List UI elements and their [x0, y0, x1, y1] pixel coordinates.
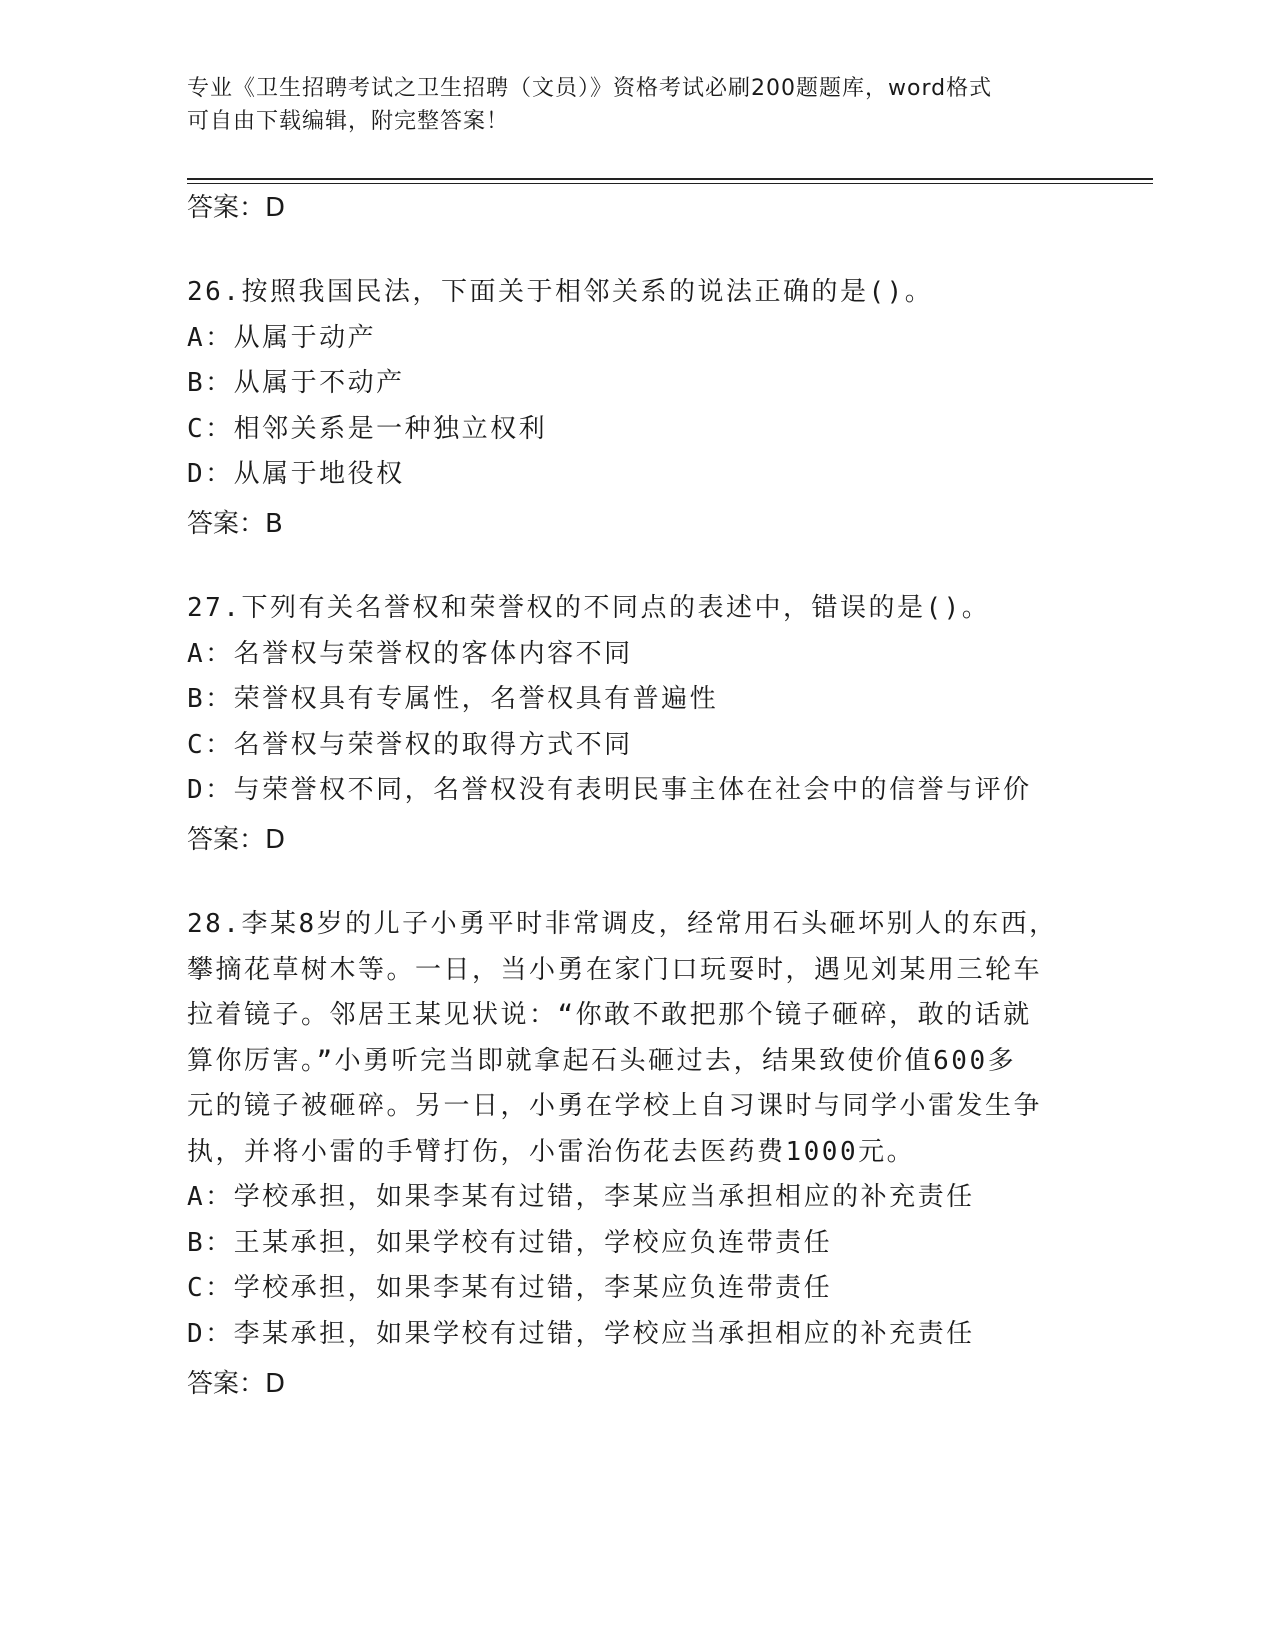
answer-27: 答案：D: [187, 825, 286, 855]
header-rule-thick: [187, 178, 1153, 180]
question-26: [187, 270, 1067, 498]
option-c: C：学校承担，如果李某有过错，李某应负连带责任: [187, 1273, 833, 1303]
header-line-1: 专业《卫生招聘考试之卫生招聘（文员）》资格考试必刷200题题库，word格式: [187, 76, 993, 101]
option-a: A：从属于动产: [187, 322, 377, 353]
document-header: [187, 72, 1067, 138]
question-stem: 26.按照我国民法，下面关于相邻关系的说法正确的是()。: [187, 277, 934, 307]
option-b: B：从属于不动产: [187, 368, 405, 398]
option-b: B：荣誉权具有专属性，名誉权具有普遍性: [187, 684, 719, 714]
question-stem-line: 元的镜子被砸碎。另一日，小勇在学校上自习课时与同学小雷发生争: [187, 1091, 1043, 1121]
previous-answer: 答案：D: [187, 193, 286, 223]
option-a: A：学校承担，如果李某有过错，李某应当承担相应的补充责任: [187, 1182, 975, 1212]
option-d: D：与荣誉权不同，名誉权没有表明民事主体在社会中的信誉与评价: [187, 775, 1032, 805]
question-stem-line: 执，并将小雷的手臂打伤，小雷治伤花去医药费1000元。: [187, 1136, 916, 1167]
option-d: D：从属于地役权: [187, 459, 405, 489]
option-d: D：李某承担，如果学校有过错，学校应当承担相应的补充责任: [187, 1318, 975, 1349]
question-stem-line: 拉着镜子。邻居王某见状说：“你敢不敢把那个镜子砸碎，敢的话就: [187, 1000, 1032, 1030]
option-b: B：王某承担，如果学校有过错，学校应负连带责任: [187, 1227, 833, 1258]
answer-28: 答案：D: [187, 1369, 286, 1399]
question-stem-line: 28.李某8岁的儿子小勇平时非常调皮，经常用石头砸坏别人的东西，: [187, 909, 1058, 939]
option-c: C：相邻关系是一种独立权利: [187, 413, 548, 444]
answer-26: 答案：B: [187, 509, 283, 539]
option-c: C：名誉权与荣誉权的取得方式不同: [187, 729, 633, 760]
option-a: A：名誉权与荣誉权的客体内容不同: [187, 638, 633, 669]
question-stem-line: 攀摘花草树木等。一日，当小勇在家门口玩耍时，遇见刘某用三轮车: [187, 954, 1043, 985]
question-stem-line: 算你厉害。”小勇听完当即就拿起石头砸过去，结果致使价值600多: [187, 1045, 1017, 1076]
header-line-2: 可自由下载编辑，附完整答案！: [187, 109, 510, 134]
question-27: [187, 586, 1067, 814]
question-28: [187, 902, 1067, 1357]
question-stem: 27.下列有关名誉权和荣誉权的不同点的表述中，错误的是()。: [187, 593, 991, 623]
header-rule-thin: [187, 183, 1153, 184]
